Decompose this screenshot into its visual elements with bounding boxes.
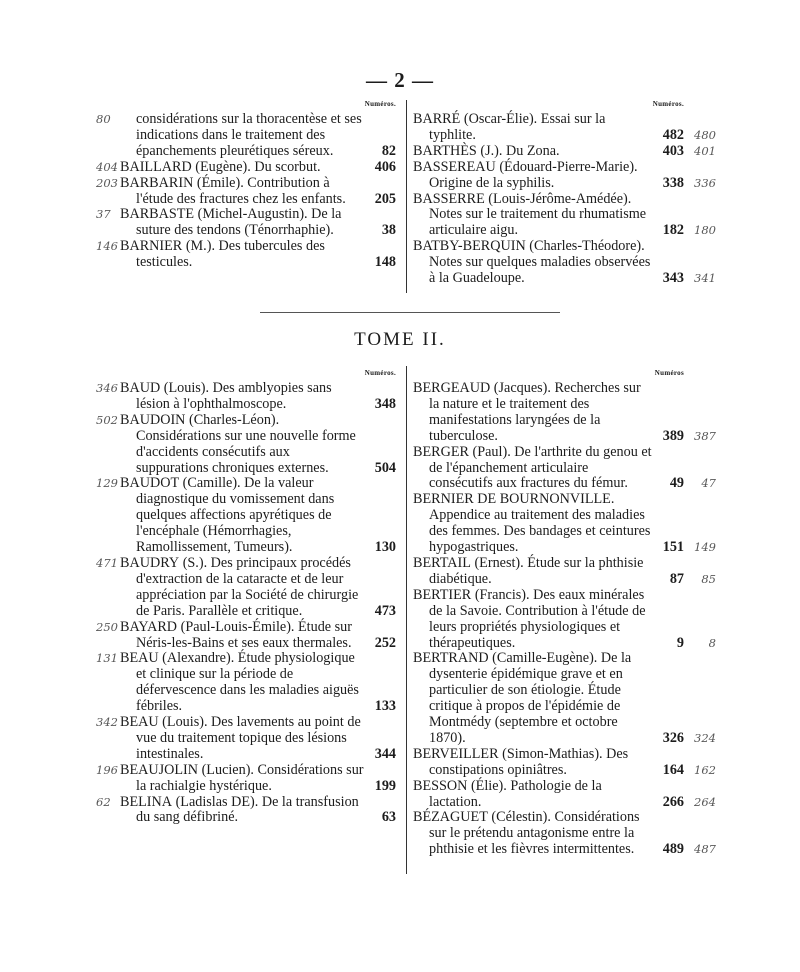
author-name: BÉZAGUET — [413, 809, 488, 826]
handwritten-annotation: 85 — [701, 571, 716, 586]
entry-text — [413, 588, 686, 652]
author-name: BESSON — [413, 777, 468, 794]
numeros-header: Numéros. — [364, 369, 396, 377]
handwritten-annotation: 196 — [96, 762, 118, 777]
handwritten-annotation: 47 — [701, 476, 716, 491]
index-entry — [96, 714, 398, 763]
author-name: BAUDRY — [120, 554, 180, 571]
entry-number: 406 — [374, 158, 396, 175]
numeros-header: Numéros. — [652, 100, 684, 108]
handwritten-annotation: 342 — [96, 715, 118, 730]
entry-text — [120, 651, 398, 715]
entry-title: . Appendice au traitement des maladies des femmes. Des bandages et ceintures hypogastriques. — [429, 491, 651, 556]
entry-text — [413, 779, 686, 811]
index-entry — [413, 650, 716, 746]
index-entry — [413, 443, 716, 493]
handwritten-annotation: 203 — [96, 175, 118, 190]
author-name: BARNIER — [120, 238, 183, 255]
handwritten-annotation: 250 — [96, 619, 118, 634]
entry-text — [413, 810, 686, 858]
entry-title: (Paul-Louis-Émile). Étude sur Néris-les-Bains et ses eaux thermales. — [136, 618, 352, 651]
entry-text — [120, 715, 398, 763]
entry-number: 348 — [374, 395, 396, 412]
entry-number: 504 — [374, 459, 396, 476]
entry-title: (Charles-Léon). Considérations sur une nouvelle forme d'accidents consécutifs aux suppurations chroniques externes. — [136, 411, 356, 476]
author-name: BERVEILLER — [413, 745, 499, 762]
entry-title: (Ladislas DE). De la transfusion du sang défibriné. — [136, 793, 359, 826]
entry-text — [413, 747, 686, 779]
entry-title: (Oscar-Élie). Essai sur la typhlite. — [429, 111, 606, 143]
index-entry — [413, 745, 716, 779]
entry-number: 489 — [662, 841, 684, 858]
entry-number: 343 — [662, 270, 684, 287]
bottom-left-column — [96, 369, 398, 826]
column-divider — [406, 366, 407, 874]
author-name: BATBY-BERQUIN — [413, 238, 526, 255]
entry-number: 151 — [662, 539, 684, 556]
column-divider — [406, 100, 407, 293]
numeros-header: Numéros. — [364, 100, 396, 108]
entry-text — [413, 445, 686, 493]
handwritten-annotation: 264 — [694, 794, 716, 809]
index-entry — [413, 491, 716, 556]
index-entry — [96, 174, 398, 208]
entry-number: 148 — [374, 254, 396, 271]
entry-number: 9 — [676, 634, 684, 651]
author-name: BELINA — [120, 793, 173, 810]
entry-number: 130 — [374, 539, 396, 556]
index-entry — [413, 586, 716, 652]
index-entry — [96, 238, 398, 271]
entry-title: (Camille). De la valeur diagnostique du vomissement dans quelques affections apyrétiques de l'encéphale (Hémorrhagies, Ramollissement, Tumeurs). — [136, 475, 335, 556]
entry-title: (J.). Du Zona. — [476, 142, 560, 159]
index-entry — [96, 650, 398, 715]
entry-number: 482 — [662, 126, 684, 143]
handwritten-annotation: 401 — [694, 143, 716, 158]
index-entry — [96, 411, 398, 477]
entry-number: 164 — [662, 761, 684, 778]
entry-text — [413, 651, 686, 746]
entry-text — [120, 160, 398, 176]
entry-text — [120, 381, 398, 413]
handwritten-annotation: 8 — [708, 635, 716, 650]
bottom-right-column — [413, 369, 716, 858]
handwritten-annotation: 471 — [96, 555, 118, 570]
entry-number: 344 — [374, 745, 396, 762]
handwritten-annotation: 487 — [694, 842, 716, 857]
entry-text — [120, 176, 398, 208]
entry-number: 82 — [381, 142, 396, 159]
page-number: — 2 — — [366, 68, 434, 92]
entry-title: (Jacques). Recherches sur la nature et le traitement des manifestations laryngées de la tuberculose. — [429, 380, 641, 444]
entry-title: (Francis). Des eaux minérales de la Savoie. Contribution à l'étude de leurs propriétés physiologiques et thérapeutiques. — [429, 586, 646, 651]
handwritten-annotation: 346 — [96, 381, 118, 395]
handwritten-annotation: 149 — [694, 540, 716, 555]
entry-title: (Louis). Des lavements au point de vue du traitement topique des lésions intestinales. — [136, 714, 361, 762]
entry-title: (M.). Des tubercules des testicules. — [136, 238, 325, 271]
author-name: BAYARD — [120, 618, 178, 635]
author-name: BERGER — [413, 443, 469, 460]
entry-text — [120, 556, 398, 620]
entry-title: (Charles-Théodore). Notes sur quelques maladies observées à la Guadeloupe. — [429, 238, 651, 287]
entry-text — [120, 763, 398, 795]
entry-text — [413, 144, 686, 160]
entry-title: (Lucien). Considérations sur la rachialgie hystérique. — [136, 761, 364, 794]
author-name: BARBARIN — [120, 174, 194, 191]
author-name: BERTIER — [413, 586, 472, 603]
entry-text — [120, 413, 398, 477]
entry-title: considérations sur la thoracentèse et ses indications dans le traitement des épanchements pleurétiques séreux. — [136, 111, 362, 159]
index-entry — [96, 554, 398, 620]
author-name: BARTHÈS — [413, 142, 477, 159]
entry-number: 403 — [662, 142, 684, 159]
index-entry — [413, 554, 716, 588]
author-name: BERTRAND — [413, 650, 489, 667]
entry-title: (Paul). De l'arthrite du genou et de l'épanchement articulaire consécutifs aux fractures du fémur. — [429, 443, 652, 492]
handwritten-annotation: 404 — [96, 159, 118, 174]
handwritten-annotation: 129 — [96, 476, 118, 491]
handwritten-annotation: 341 — [694, 271, 716, 286]
index-entry — [413, 809, 716, 858]
entry-title: (Eugène). Du scorbut. — [191, 158, 321, 175]
handwritten-annotation: 502 — [96, 412, 118, 427]
index-entry — [413, 380, 716, 445]
entry-text — [120, 620, 398, 652]
entry-number: 252 — [374, 634, 396, 651]
author-name: BASSERRE — [413, 190, 485, 207]
index-entry — [96, 475, 398, 556]
author-name: BERGEAUD — [413, 380, 491, 396]
author-name: BERTAIL — [413, 554, 471, 571]
index-entry — [413, 777, 716, 811]
entry-number: 63 — [381, 809, 396, 826]
section-separator — [260, 312, 560, 313]
entry-title: (Michel-Augustin). De la suture des tendons (Ténorrhaphie). — [136, 206, 342, 239]
entry-number: 199 — [374, 777, 396, 794]
index-entry — [96, 793, 398, 827]
entry-number: 38 — [381, 222, 396, 239]
entry-number: 205 — [374, 190, 396, 207]
entry-text — [120, 239, 398, 271]
handwritten-annotation: 180 — [694, 223, 716, 238]
index-entry — [96, 158, 398, 176]
handwritten-annotation: 324 — [694, 730, 716, 745]
index-entry — [413, 238, 716, 287]
entry-number: 182 — [662, 222, 684, 239]
author-name: BAILLARD — [120, 158, 192, 175]
index-entry — [413, 111, 716, 144]
entry-number: 326 — [662, 729, 684, 746]
entry-text — [413, 192, 686, 240]
entry-title: (Édouard-Pierre-Marie). Origine de la syphilis. — [429, 158, 638, 191]
entry-number: 49 — [669, 475, 684, 492]
index-entry — [413, 190, 716, 240]
entry-text — [120, 795, 398, 827]
author-name: BEAU — [120, 714, 159, 731]
handwritten-annotation: 480 — [694, 127, 716, 142]
entry-text — [120, 207, 398, 239]
handwritten-annotation: 62 — [96, 794, 111, 809]
handwritten-annotation: 80 — [96, 112, 111, 126]
entry-title: (Ernest). Étude sur la phthisie diabétique. — [429, 554, 644, 587]
entry-text — [413, 492, 686, 556]
entry-title: (Élie). Pathologie de la lactation. — [429, 777, 602, 810]
handwritten-annotation: 162 — [694, 762, 716, 777]
numeros-header: Numéros — [654, 369, 684, 377]
index-entry — [96, 111, 398, 160]
author-name: BEAU — [120, 650, 159, 667]
entry-text — [120, 476, 398, 556]
author-name: BAUD — [120, 380, 161, 396]
author-name: BARBASTE — [120, 206, 195, 223]
entry-text — [413, 556, 686, 588]
author-name: BAUDOT — [120, 475, 180, 492]
index-entry — [96, 206, 398, 239]
author-name: BAUDOIN — [120, 411, 186, 428]
entry-text — [413, 160, 686, 192]
entry-number: 389 — [662, 427, 684, 444]
index-entry — [413, 158, 716, 192]
entry-text — [120, 112, 398, 160]
handwritten-annotation: 336 — [694, 175, 716, 190]
handwritten-annotation: 131 — [96, 651, 118, 666]
entry-text — [413, 112, 686, 144]
entry-text — [413, 381, 686, 445]
entry-title: (S.). Des principaux procédés d'extraction de la cataracte et de leur appréciation par la Société de chirurgie de Paris. Parallèle et critique. — [136, 554, 359, 619]
author-name: BEAUJOLIN — [120, 761, 199, 778]
entry-title: (Simon-Mathias). Des constipations opiniâtres. — [429, 745, 629, 778]
handwritten-annotation: 37 — [96, 207, 111, 222]
entry-title: (Camille-Eugène). De la dysenterie épidémique grave et en particulier de son étiologie. Étude critique à propos de l'épidémie de Montmédy (septembre et octobre 1870). — [429, 650, 632, 746]
handwritten-annotation: 146 — [96, 239, 118, 254]
entry-title: (Louis). Des amblyopies sans lésion à l'ophthalmoscope. — [136, 380, 332, 412]
top-right-column — [413, 100, 716, 287]
entry-text — [413, 239, 686, 287]
tome-heading: TOME II. — [354, 329, 446, 350]
entry-number: 87 — [669, 570, 684, 587]
index-entry — [96, 380, 398, 413]
handwritten-annotation: 387 — [694, 428, 716, 443]
author-name: BARRÉ — [413, 111, 461, 127]
index-entry — [96, 618, 398, 652]
entry-title: (Alexandre). Étude physiologique et clinique sur la période de défervescence dans les maladies aiguës fébriles. — [136, 650, 359, 715]
index-entry — [413, 142, 716, 160]
entry-title: (Louis-Jérôme-Amédée). Notes sur le traitement du rhumatisme articulaire aigu. — [429, 190, 647, 239]
entry-title: (Émile). Contribution à l'étude des fractures chez les enfants. — [136, 174, 346, 207]
entry-number: 338 — [662, 174, 684, 191]
author-name: BERNIER DE BOURNONVILLE — [413, 491, 611, 508]
index-entry — [96, 761, 398, 795]
entry-title: (Célestin). Considérations sur le prétendu antagonisme entre la phthisie et les fièvres intermittentes. — [429, 809, 640, 858]
entry-number: 473 — [374, 602, 396, 619]
author-name: BASSEREAU — [413, 158, 496, 175]
top-left-column — [96, 100, 398, 271]
entry-number: 266 — [662, 793, 684, 810]
entry-number: 133 — [374, 698, 396, 715]
